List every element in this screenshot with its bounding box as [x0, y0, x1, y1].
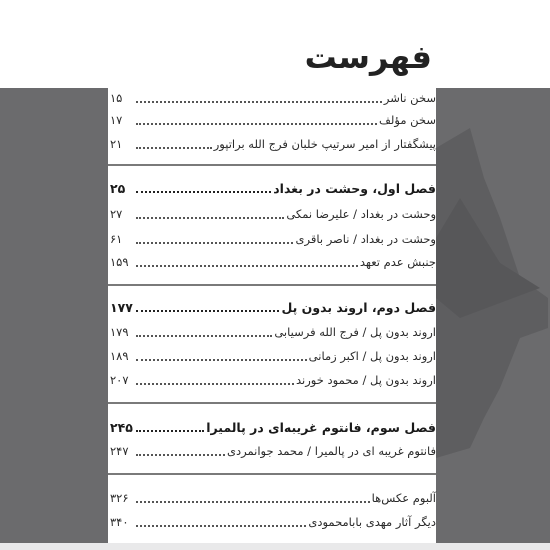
toc-entry[interactable] — [108, 512, 436, 532]
toc-entry-page: ۶۱ — [110, 232, 123, 246]
toc-entry-label: اروند بدون پل / فرج الله فرسیابی — [274, 325, 436, 339]
toc-entry-page: ۳۲۶ — [110, 491, 129, 505]
toc-entry-label: اروند بدون پل / اکبر زمانی — [308, 349, 436, 363]
header-background — [0, 0, 550, 88]
leader-dots — [136, 347, 307, 361]
toc-entry-page: ۲۰۷ — [110, 373, 129, 387]
leader-dots — [136, 205, 284, 219]
toc-entry[interactable] — [108, 322, 436, 342]
toc-entry-label: دیگر آثار مهدی بابامحمودی — [308, 515, 436, 529]
bottom-strip — [0, 543, 550, 550]
toc-entry-label: پیشگفتار از امیر سرتیپ خلبان فرج الله براتپور — [213, 137, 436, 151]
section-divider — [108, 164, 436, 166]
toc-entry[interactable] — [108, 88, 436, 108]
toc-entry[interactable] — [108, 134, 436, 154]
leader-dots — [136, 298, 279, 312]
leader-dots — [136, 135, 212, 149]
toc-heading-label: فصل دوم، اروند بدون پل — [281, 299, 436, 315]
toc-entry-page: ۱۵ — [110, 91, 123, 105]
toc-entry[interactable] — [108, 488, 436, 508]
toc-chapter-heading[interactable] — [108, 417, 436, 437]
toc-entry-page: ۱۸۹ — [110, 349, 129, 363]
section-divider — [108, 284, 436, 286]
toc-heading-label: فصل سوم، فانتوم غریبه‌ای در پالمیرا — [206, 419, 436, 435]
toc-heading-page: ۲۵ — [110, 180, 126, 196]
leader-dots — [136, 179, 271, 193]
toc-heading-label: فصل اول، وحشت در بغداد — [273, 180, 436, 196]
toc-entry-page: ۱۷۹ — [110, 325, 129, 339]
leader-dots — [136, 230, 293, 244]
section-divider — [108, 402, 436, 404]
toc-entry[interactable] — [108, 204, 436, 224]
toc-entry-label: سخن ناشر — [383, 91, 436, 105]
toc-entry-page: ۲۴۷ — [110, 444, 129, 458]
section-divider — [108, 473, 436, 475]
toc-chapter-heading[interactable] — [108, 178, 436, 198]
leader-dots — [136, 513, 306, 527]
toc-entry-label: آلبوم عکس‌ها — [371, 491, 436, 505]
toc-entry-page: ۳۴۰ — [110, 515, 129, 529]
toc-entry[interactable] — [108, 370, 436, 390]
toc-entry-label: سخن مؤلف — [379, 113, 436, 127]
toc-entry-label: اروند بدون پل / محمود خورند — [296, 373, 436, 387]
toc-entry[interactable] — [108, 252, 436, 272]
toc-heading-page: ۲۴۵ — [110, 419, 133, 435]
toc-entry-label: وحشت در بغداد / ناصر باقری — [295, 232, 436, 246]
toc-chapter-heading[interactable] — [108, 297, 436, 317]
toc-entry-label: وحشت در بغداد / علیرضا نمکی — [286, 207, 436, 221]
toc-entry[interactable] — [108, 229, 436, 249]
leader-dots — [136, 442, 225, 456]
toc-entry[interactable] — [108, 110, 436, 130]
leader-dots — [136, 89, 382, 103]
toc-entry[interactable] — [108, 346, 436, 366]
leader-dots — [136, 418, 204, 432]
toc-entry[interactable] — [108, 441, 436, 461]
leader-dots — [136, 111, 377, 125]
leader-dots — [136, 253, 358, 267]
toc-entry-label: فانتوم غریبه ای در پالمیرا / محمد جوانمردی — [227, 444, 436, 458]
toc-entry-page: ۱۷ — [110, 113, 123, 127]
leader-dots — [136, 371, 294, 385]
leader-dots — [136, 323, 272, 337]
toc-heading-page: ۱۷۷ — [110, 299, 133, 315]
toc-entry-label: جنبش عدم تعهد — [359, 255, 436, 269]
toc-entry-page: ۲۷ — [110, 207, 123, 221]
page-title: فهرست — [304, 38, 432, 76]
toc-entry-page: ۱۵۹ — [110, 255, 129, 269]
leader-dots — [136, 489, 370, 503]
toc-entry-page: ۲۱ — [110, 137, 123, 151]
